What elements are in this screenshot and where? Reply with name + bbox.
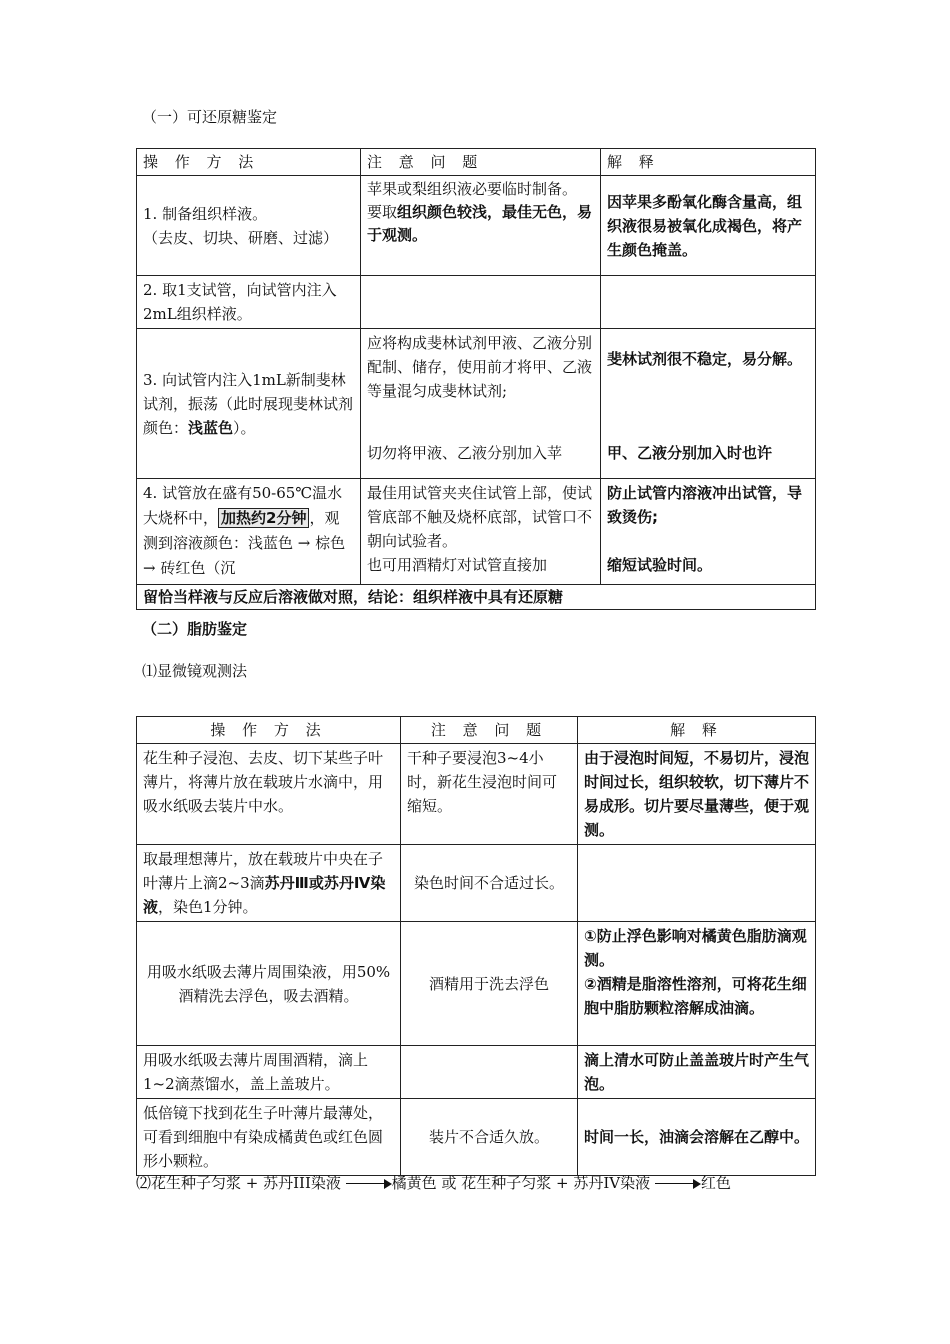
row1-explanation: 因苹果多酚氧化酶含量高，组织液很易被氧化成褐色，将产生颜色掩盖。 xyxy=(601,176,816,276)
header-explanation: 解 释 xyxy=(601,149,816,176)
fat-row1-operation: 花生种子浸泡、去皮、切下某些子叶薄片，将薄片放在载玻片水滴中，用吸水纸吸去装片中水。 xyxy=(137,744,401,845)
table-row xyxy=(137,276,816,329)
fat-row5-operation: 低倍镜下找到花生子叶薄片最薄处，可看到细胞中有染成橘黄色或红色圆形小颗粒。 xyxy=(137,1099,401,1176)
row2-explanation xyxy=(601,276,816,329)
fat-row2-notes: 染色时间不合适过长。 xyxy=(401,845,578,922)
heating-time-highlight: 加热约2分钟 xyxy=(218,508,309,528)
table-row xyxy=(137,1099,816,1176)
table-header-row xyxy=(137,149,816,176)
conclusion-row xyxy=(137,585,816,610)
row3-operation: 3. 向试管内注入1mL新制斐林试剂，振荡（此时展现斐林试剂颜色：浅蓝色）。 xyxy=(137,329,361,479)
fat-row4-operation: 用吸水纸吸去薄片周围酒精，滴上1~2滴蒸馏水，盖上盖玻片。 xyxy=(137,1046,401,1099)
fat-row2-operation: 取最理想薄片，放在载玻片中央在子叶薄片上滴2~3滴苏丹Ⅲ或苏丹Ⅳ染液，染色1分钟。 xyxy=(137,845,401,922)
table-row xyxy=(137,1046,816,1099)
section-title-fat: （二）脂肪鉴定 xyxy=(142,620,248,638)
header-operation: 操 作 方 法 xyxy=(137,149,361,176)
row4-explanation: 防止试管内溶液冲出试管，导致烫伤; 缩短试验时间。 xyxy=(601,479,816,585)
row1-notes: 苹果或梨组织液必要临时制备。 要取组织颜色较浅，最佳无色，易于观测。 xyxy=(361,176,601,276)
table-row xyxy=(137,176,816,276)
fat-row1-explanation: 由于浸泡时间短，不易切片，浸泡时间过长，组织较软，切下薄片不易成形。切片要尽量薄些，便于观测。 xyxy=(578,744,816,845)
row3-explanation: 斐林试剂很不稳定，易分解。 甲、乙液分别加入时也许 xyxy=(601,329,816,479)
fat-table xyxy=(136,716,816,1176)
table-row xyxy=(137,922,816,1046)
header-notes: 注 意 问 题 xyxy=(401,717,578,744)
table-row xyxy=(137,479,816,585)
header-notes: 注 意 问 题 xyxy=(361,149,601,176)
arrow-icon xyxy=(346,1179,392,1189)
table-row xyxy=(137,744,816,845)
reducing-sugar-table xyxy=(136,148,816,610)
fat-row3-explanation: ①防止浮色影响对橘黄色脂肪滴观测。 ②酒精是脂溶性溶剂，可将花生细胞中脂肪颗粒溶解成油滴。 xyxy=(578,922,816,1046)
row2-operation: 2. 取1支试管，向试管内注入2mL组织样液。 xyxy=(137,276,361,329)
row4-operation: 4. 试管放在盛有50-65℃温水大烧杯中， 加热约2分钟 ，观测到溶液颜色：浅蓝色 → 棕色 → 砖红色（沉 xyxy=(137,479,361,585)
table-header-row xyxy=(137,717,816,744)
section-title-reducing-sugar: （一）可还原糖鉴定 xyxy=(142,108,278,126)
subsection-microscope: ⑴显微镜观测法 xyxy=(142,662,248,680)
row2-notes xyxy=(361,276,601,329)
fat-row4-notes xyxy=(401,1046,578,1099)
header-explanation: 解 释 xyxy=(578,717,816,744)
fat-row3-notes: 酒精用于洗去浮色 xyxy=(401,922,578,1046)
header-operation: 操 作 方 法 xyxy=(137,717,401,744)
arrow-icon xyxy=(655,1179,701,1189)
row1-operation: 1. 制备组织样液。 （去皮、切块、研磨、过滤） xyxy=(137,176,361,276)
row4-notes: 最佳用试管夹夹住试管上部，使试管底部不触及烧杯底部，试管口不朝向试验者。 也可用酒精灯对试管直接加 xyxy=(361,479,601,585)
row3-notes: 应将构成斐林试剂甲液、乙液分别配制、储存，使用前才将甲、乙液等量混匀成斐林试剂; 切勿将甲液、乙液分别加入苹 xyxy=(361,329,601,479)
fat-row5-explanation: 时间一长，油滴会溶解在乙醇中。 xyxy=(578,1099,816,1176)
fat-row2-explanation xyxy=(578,845,816,922)
fat-row5-notes: 装片不合适久放。 xyxy=(401,1099,578,1176)
table-row xyxy=(137,329,816,479)
table-row xyxy=(137,845,816,922)
fat-row3-operation: 用吸水纸吸去薄片周围染液，用50%酒精洗去浮色，吸去酒精。 xyxy=(137,922,401,1046)
homogenate-method-line: ⑵花生种子匀浆 + 苏丹III染液 橘黄色 或 花生种子匀浆 + 苏丹IV染液 红色 xyxy=(136,1174,731,1192)
fat-row4-explanation: 滴上清水可防止盖盖玻片时产生气泡。 xyxy=(578,1046,816,1099)
fat-row1-notes: 干种子要浸泡3~4小时，新花生浸泡时间可缩短。 xyxy=(401,744,578,845)
conclusion-text: 留恰当样液与反应后溶液做对照，结论：组织样液中具有还原糖 xyxy=(137,585,816,610)
